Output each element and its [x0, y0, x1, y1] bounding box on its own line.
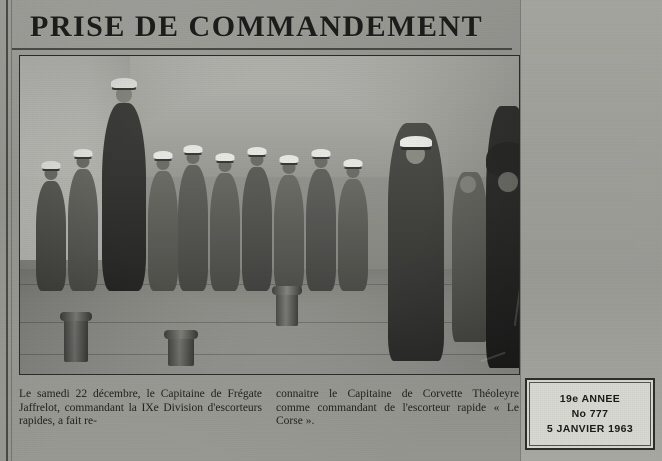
caption-text-left: Le samedi 22 décembre, le Capitaine de Frégate Jaffrelot, commandant la IXe Division d'escorteurs rapides, a fait re- — [19, 388, 262, 427]
caption-column-right — [276, 388, 519, 429]
headline-divider — [12, 48, 512, 50]
issue-info-box — [525, 378, 655, 450]
caption-column-left — [19, 388, 262, 429]
issue-date: 5 JANVIER 1963 — [546, 423, 634, 435]
right-panel-edge — [520, 0, 521, 461]
caption-text-right: connaitre le Capitaine de Corvette Théoleyre comme commandant de l'escorteur rapide « Le Corse ». — [276, 388, 519, 427]
issue-year: 19e ANNEE — [559, 393, 621, 405]
photo-vignette — [20, 56, 519, 374]
issue-number: No 777 — [571, 408, 609, 420]
column-rule-outer — [6, 0, 8, 461]
page-title: PRISE DE COMMANDEMENT — [30, 10, 484, 43]
change-of-command-ceremony-photo — [19, 55, 520, 375]
column-rule-inner — [11, 0, 12, 461]
photo-caption — [19, 388, 519, 429]
